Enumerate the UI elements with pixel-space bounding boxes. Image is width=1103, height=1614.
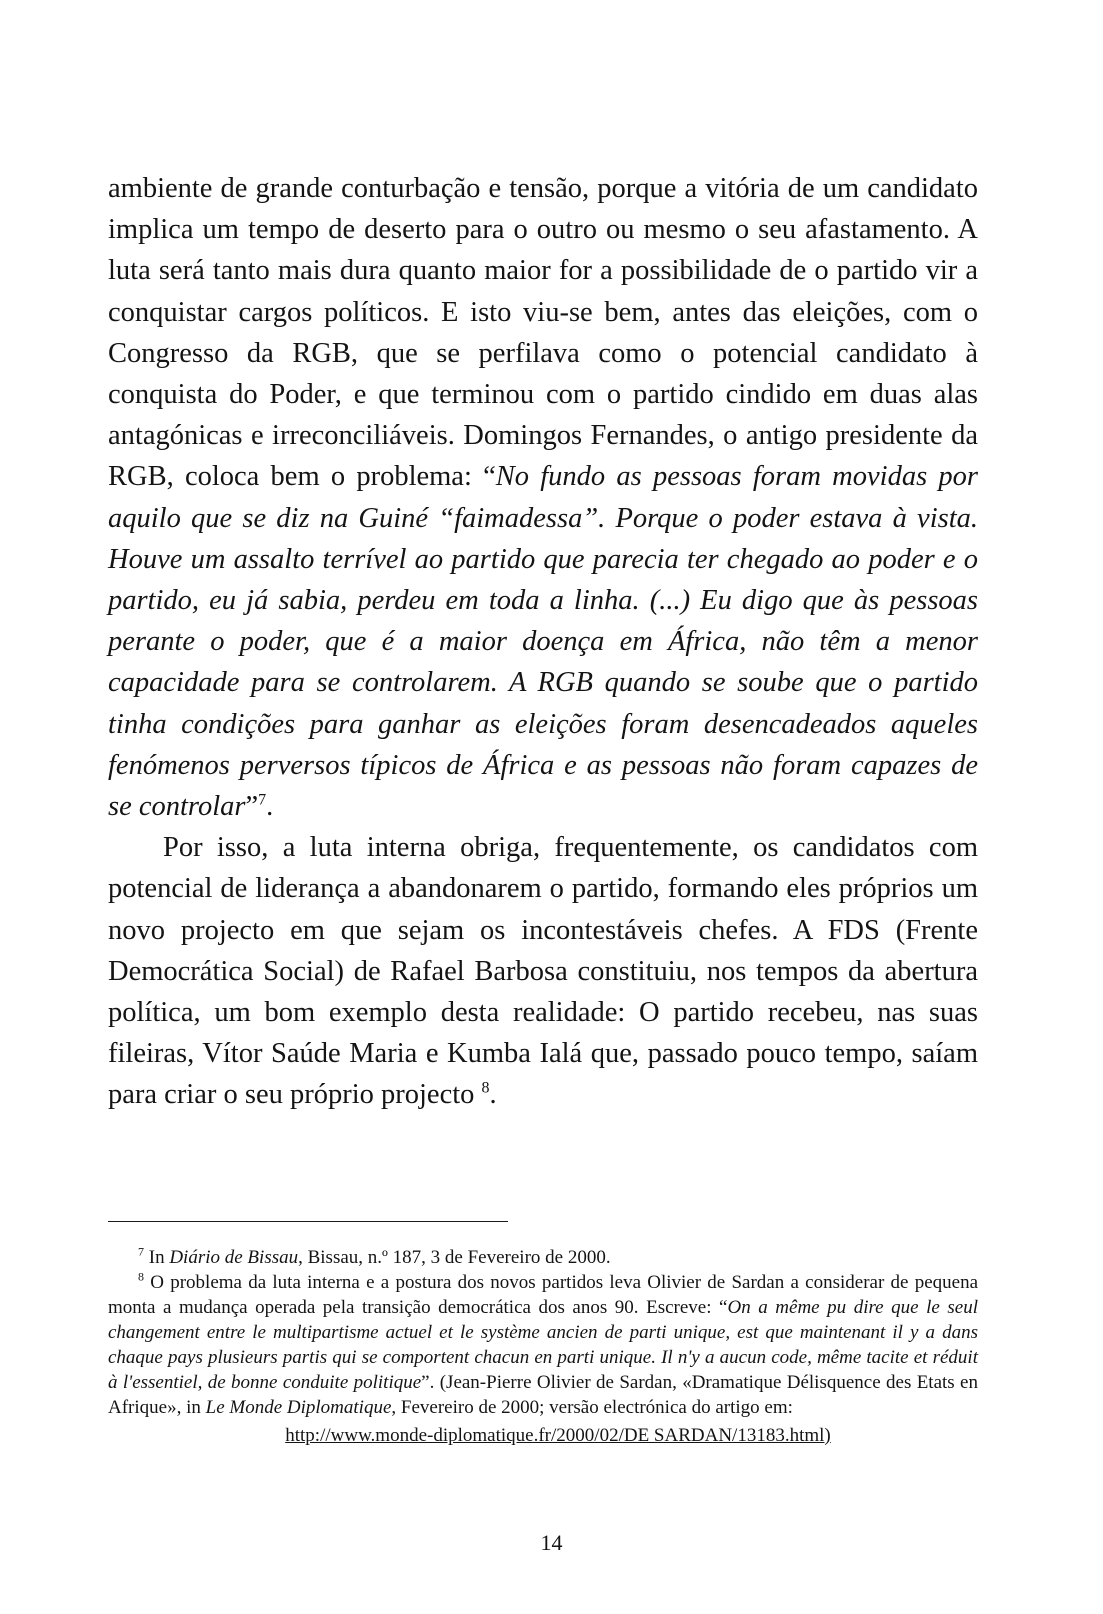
- paragraph-1: [108, 168, 978, 827]
- paragraph-1-text: ambiente de grande conturbação e tensão, porque a vitória de um candidato implica um tempo de deserto para o outro ou mesmo o seu afastamento. A luta será tanto mais dura quanto maior for a possibilidade de o partido vir a conquistar cargos políticos. E isto viu-se bem, antes das eleições, com o Congresso da RGB, que se perfilava como o potencial candidato à conquista do Poder, e que terminou com o partido cindido em duas alas antagónicas e irreconciliáveis. Domingos Fernandes, o antigo presidente da RGB, coloca bem o problema: “: [108, 173, 978, 493]
- footnote-8-intro: O problema da luta interna e a postura dos novos partidos leva Olivier de Sardan a considerar de pequena monta a mudança operada pela transição democrática dos anos 90. Escreve: “: [108, 1272, 978, 1318]
- footnote-ref-8: 8: [481, 1079, 490, 1097]
- footnote-8: [108, 1270, 978, 1448]
- paragraph-1-end: .: [266, 791, 274, 823]
- footnote-7-post: , Bissau, n.º 187, 3 de Fevereiro de 2000.: [298, 1247, 611, 1268]
- closing-quote-mark: ”: [245, 791, 259, 823]
- footnotes: [108, 1245, 978, 1448]
- paragraph-2-text: Por isso, a luta interna obriga, frequentemente, os candidatos com potencial de liderança a abandonarem o partido, formando eles próprios um novo projecto em que sejam os incontestáveis chefes. A FDS (Frente Democrática Social) de Rafael Barbosa constituiu, nos tempos da abertura política, um bom exemplo desta realidade: O partido recebeu, nas suas fileiras, Vítor Saúde Maria e Kumba Ialá que, passado pouco tempo, saíam para criar o seu próprio projecto: [108, 832, 978, 1111]
- quotation-domingos-fernandes: No fundo as pessoas foram movidas por aquilo que se diz na Guiné “faimadessa”. Porque o poder estava à vista. Houve um assalto terrível ao partido que parecia ter chegado ao poder e o partido, eu já sabia, perdeu em toda a linha. (...) Eu digo que às pessoas perante o poder, que é a maior doença em África, não têm a menor capacidade para se controlarem. A RGB quando se soube que o partido tinha condições para ganhar as eleições foram desencadeados aqueles fenómenos perversos típicos de África e as pessoas não foram capazes de se controlar: [108, 461, 978, 823]
- footnote-7-source: Diário de Bissau: [169, 1247, 299, 1268]
- footnote-8-citation: ”. (Jean-Pierre Olivier de Sardan, «Dramatique Délisquence des Etats en Afrique», in: [108, 1372, 978, 1418]
- footnote-8-journal: Le Monde Diplomatique: [205, 1397, 392, 1418]
- paragraph-2: [108, 827, 978, 1115]
- footnote-8-citation-end: , Fevereiro de 2000; versão electrónica do artigo em:: [391, 1397, 793, 1418]
- footnote-ref-7: 7: [258, 791, 267, 809]
- footnote-8-url[interactable]: http://www.monde-diplomatique.fr/2000/02/DE SARDAN/13183.html): [285, 1425, 831, 1446]
- page-number: 14: [540, 1530, 563, 1555]
- footnote-7-pre: In: [148, 1247, 170, 1268]
- paragraph-2-end: .: [489, 1079, 497, 1111]
- footnote-8-number: 8: [138, 1269, 144, 1284]
- main-text: [108, 168, 978, 1116]
- footnote-8-quote: On a même pu dire que le seul changement entre le multipartisme actuel et le système ancien de parti unique, est que maintenant il y a dans chaque pays plusieurs partis qui se comportent chacun en parti unique. Il n'y a aucun code, même tacite et réduit à l'essentiel, de bonne conduite politique: [108, 1297, 978, 1393]
- footnote-7-number: 7: [138, 1244, 144, 1259]
- footnote-7: [108, 1245, 978, 1270]
- footnote-separator: [108, 1221, 508, 1222]
